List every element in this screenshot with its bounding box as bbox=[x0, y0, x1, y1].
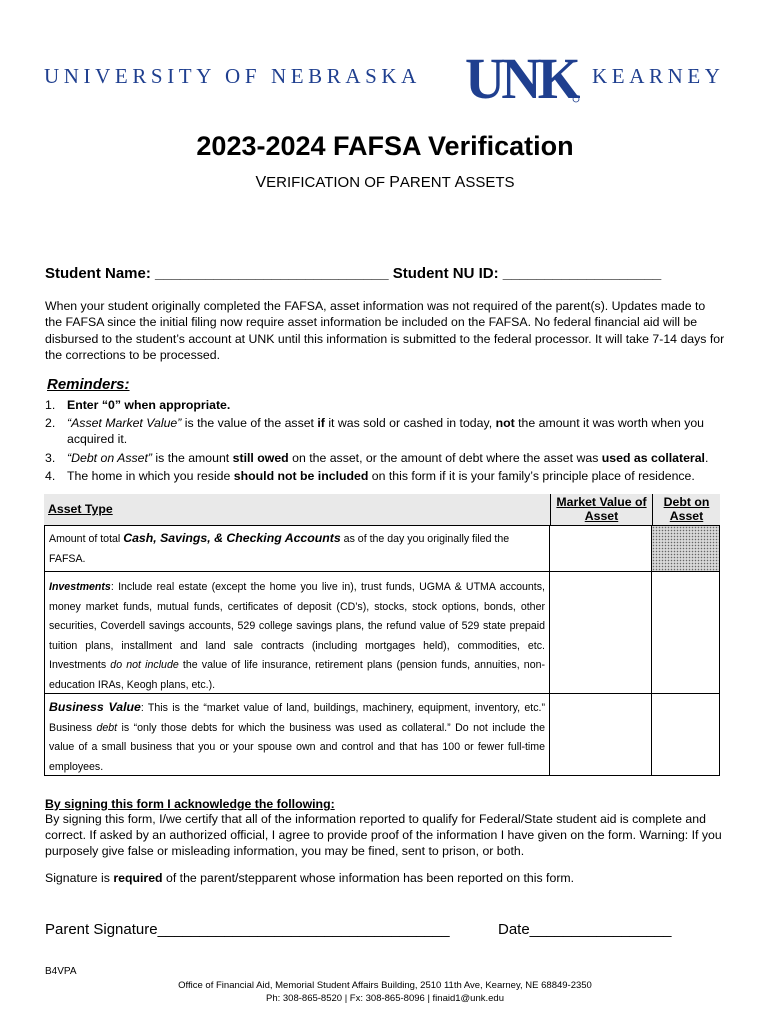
date-field[interactable]: Date_________________ bbox=[498, 921, 672, 938]
page-subtitle: VERIFICATION OF PARENT ASSETS bbox=[255, 174, 515, 191]
signing-statement: By signing this form, I/we certify that all of the information reported to qualify for Federal/State student aid is complete and correct. If asked by an authorized official, I agree to provide proof of the information I have given on the form. Warning: If you purposely give false or misleading information, you may be fined, sent to prison, or both. bbox=[45, 812, 722, 858]
col-header-market-value: Market Value of Asset bbox=[550, 494, 652, 526]
unk-logo bbox=[462, 52, 580, 104]
asset-table bbox=[44, 494, 720, 776]
col-header-asset-type: Asset Type bbox=[44, 494, 550, 526]
footer-address: Office of Financial Aid, Memorial Student Affairs Building, 2510 11th Ave, Kearney, NE 68849-2350 bbox=[178, 980, 592, 991]
business-market-value-field[interactable] bbox=[550, 694, 652, 776]
logo-text: UNK bbox=[465, 52, 580, 104]
student-info-line[interactable]: Student Name: ____________________________ Student NU ID: ___________________ bbox=[45, 265, 662, 282]
footer bbox=[0, 979, 770, 1005]
row-investments-description: Investments: Include real estate (except the home you live in), trust funds, UGMA & UTMA accounts, money market funds, mutual funds, certificates of deposit (CD’s), stocks, stock options, bonds, other securities, Coverdell savings accounts, 529 college savings plans, the refund value of 529 state prepaid tuition plans, installment and land sale contracts (including mortgages held), commodities, etc. Investments do not include the value of life insurance, retirement plans (pension funds, annuities, non-education IRAs, Keogh plans, etc.). bbox=[44, 572, 550, 694]
reminders-heading: Reminders: bbox=[47, 376, 130, 393]
reminder-item: 3. “Debt on Asset” is the amount still owed on the asset, or the amount of debt where the asset was used as collateral. bbox=[45, 451, 709, 465]
signature-requirement: Signature is required of the parent/stepparent whose information has been reported on this form. bbox=[45, 871, 575, 885]
investments-debt-field[interactable] bbox=[652, 572, 720, 694]
cash-market-value-field[interactable] bbox=[550, 526, 652, 572]
university-name: UNIVERSITY OF NEBRASKA bbox=[44, 64, 421, 88]
reminder-item: 1. Enter “0” when appropriate. bbox=[45, 398, 231, 412]
signing-heading: By signing this form I acknowledge the following: bbox=[45, 797, 335, 811]
business-debt-field[interactable] bbox=[652, 694, 720, 776]
reminder-item: 4. The home in which you reside should not be included on this form if it is your family’s principle place of residence. bbox=[45, 469, 695, 483]
investments-market-value-field[interactable] bbox=[550, 572, 652, 694]
campus-name: KEARNEY bbox=[592, 64, 725, 88]
row-business-description: Business Value: This is the “market value of land, buildings, machinery, equipment, inventory, etc.” Business debt is “only those debts for which the business was used as collateral.” Do not include the value of a small business that you or your spouse own and control and that has 100 or fewer full-time employees. bbox=[44, 694, 550, 776]
cash-debt-shaded-cell bbox=[652, 526, 720, 572]
footer-contact: Ph: 308-865-8520 | Fx: 308-865-8096 | finaid1@unk.edu bbox=[266, 993, 504, 1004]
form-code: B4VPA bbox=[45, 966, 77, 977]
row-cash-description: Amount of total Cash, Savings, & Checking Accounts as of the day you originally filed the FAFSA. bbox=[44, 526, 550, 572]
col-header-debt: Debt on Asset bbox=[652, 494, 720, 526]
intro-paragraph: When your student originally completed the FAFSA, asset information was not required of the parent(s). Updates made to the FAFSA since the initial filing now require asset information be included on the FAFSA. No federal financial aid will be disbursed to the student’s account at UNK until this information is submitted to the federal processor. It will take 7-14 days for the corrections to be processed. bbox=[45, 299, 725, 362]
page-title: 2023-2024 FAFSA Verification bbox=[196, 131, 574, 161]
reminder-item: 2. “Asset Market Value” is the value of the asset if it was sold or cashed in today, not the amount it was worth when you acquired it. bbox=[45, 416, 705, 446]
parent-signature-field[interactable]: Parent Signature___________________________________ bbox=[45, 921, 450, 938]
